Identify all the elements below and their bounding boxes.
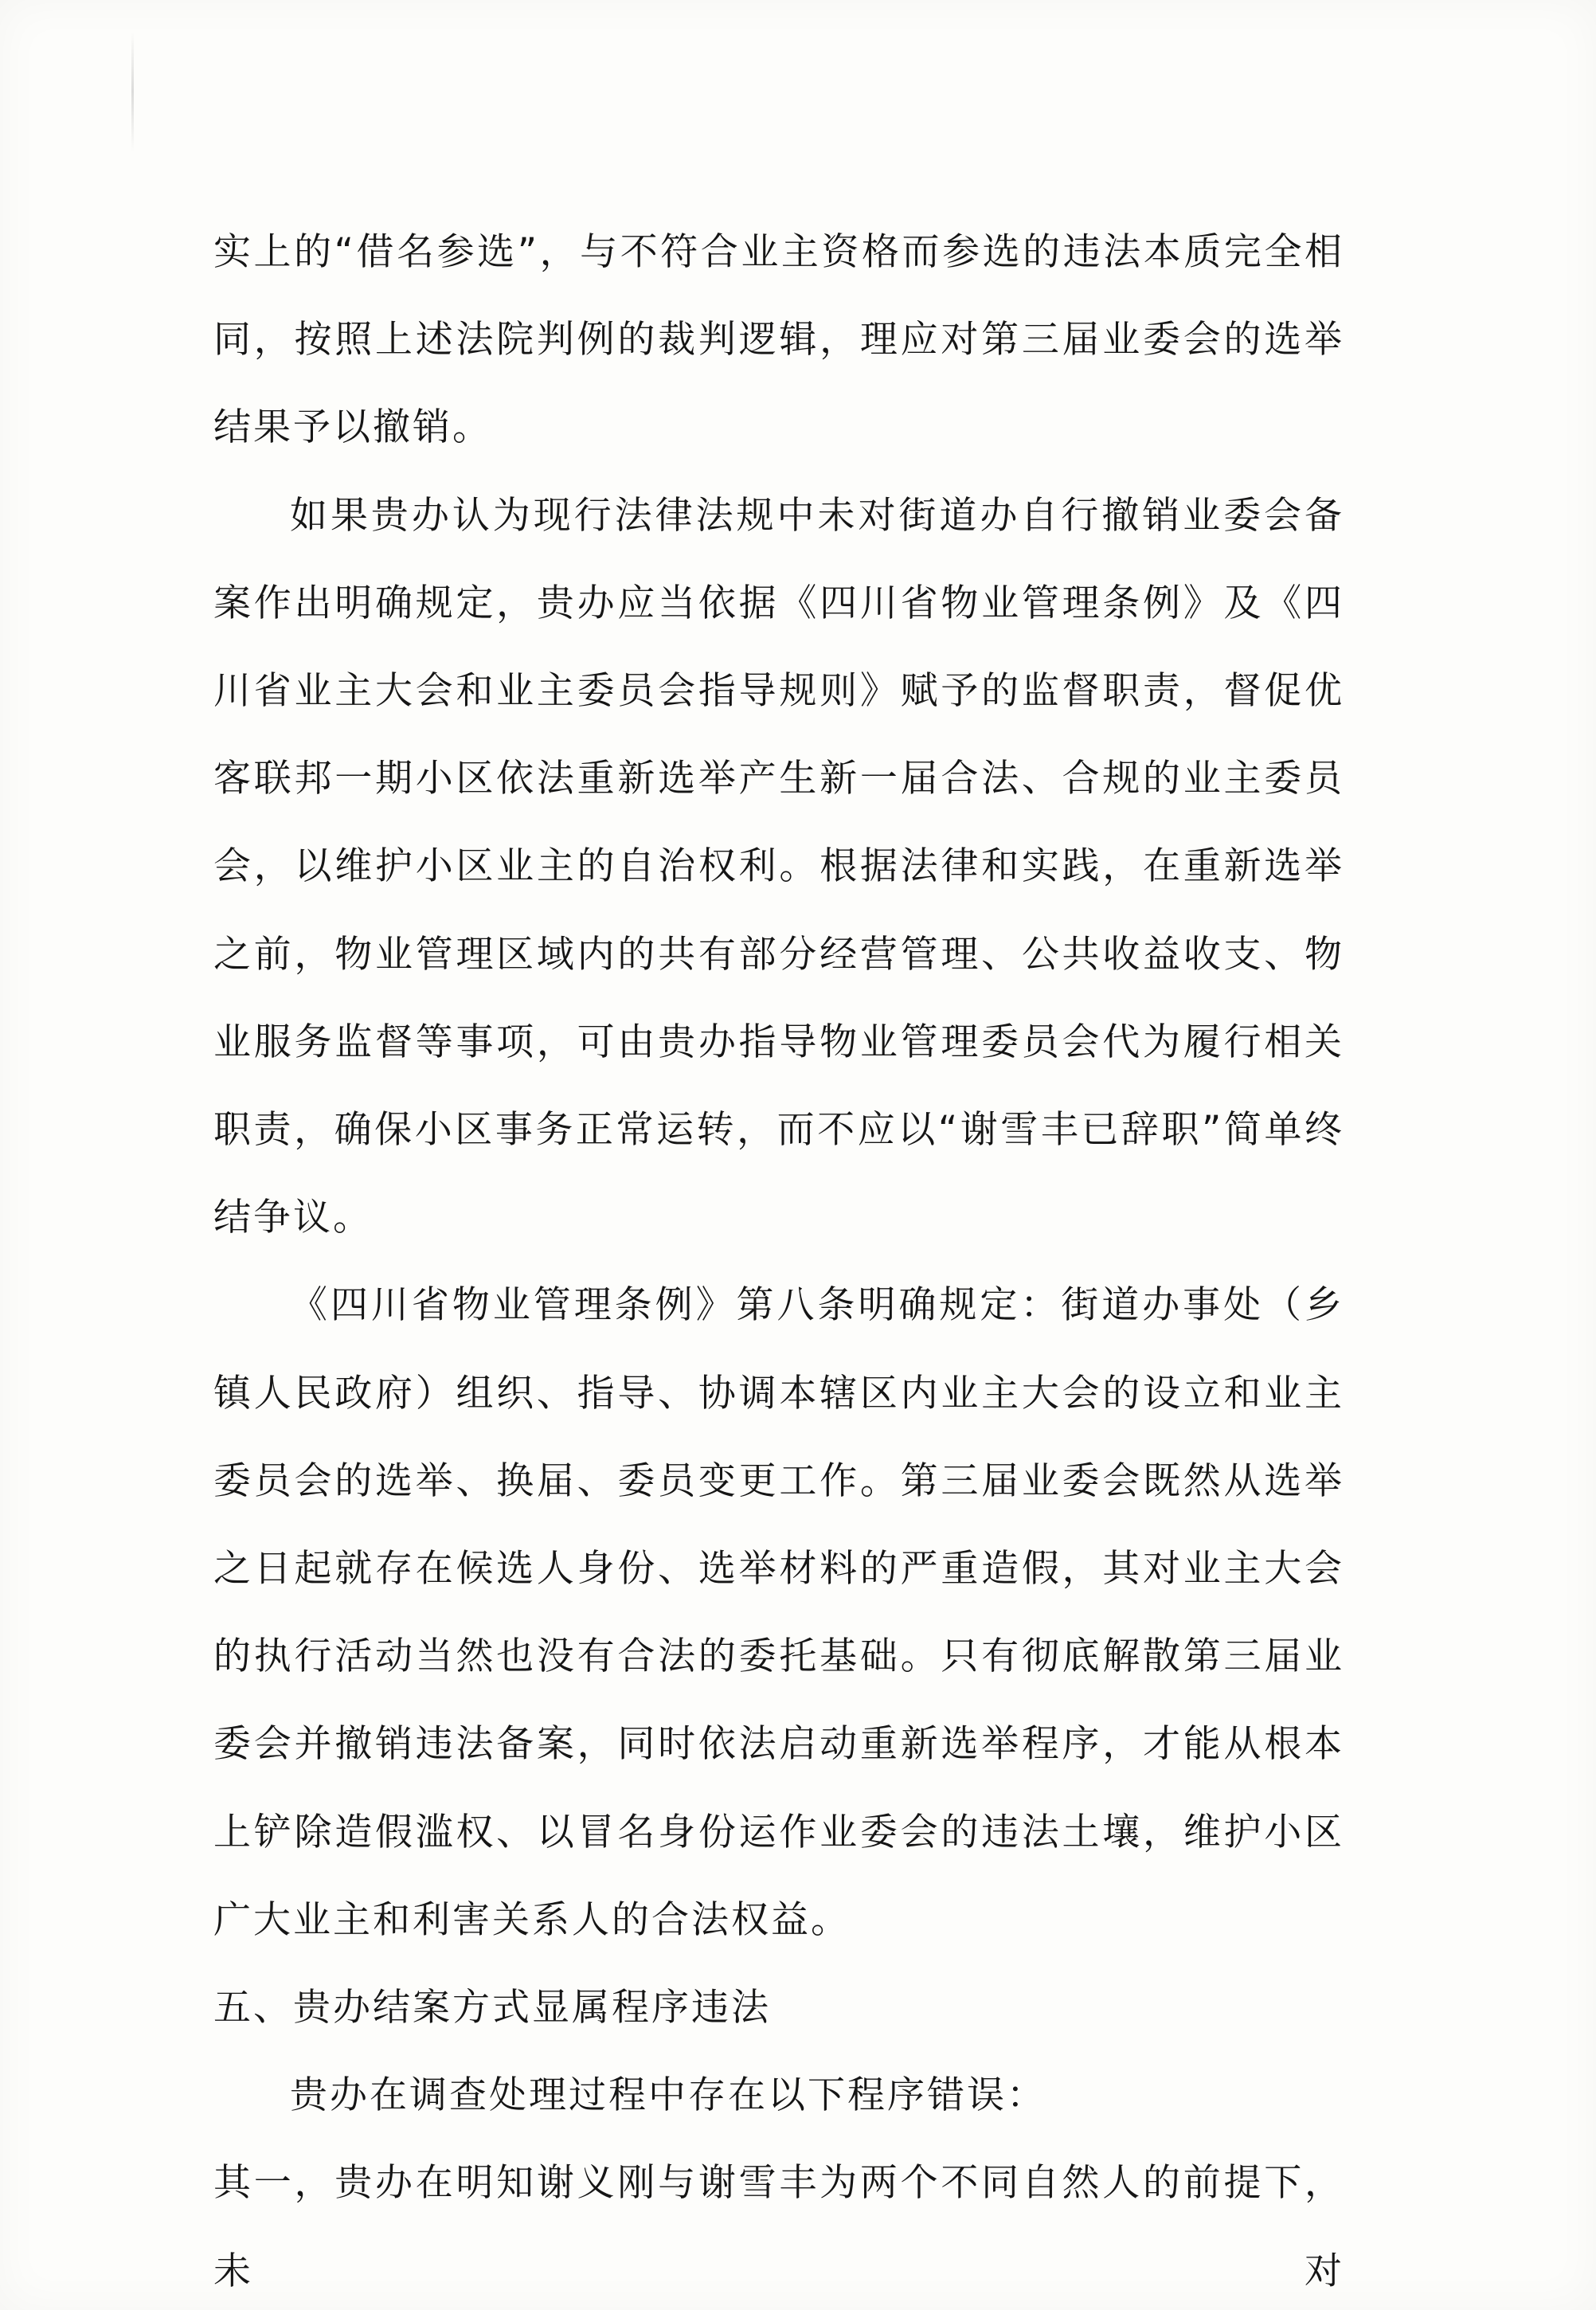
- section-five-heading: 五、贵办结案方式显属程序违法: [213, 1986, 771, 2030]
- article-eight-paragraph: 《四川省物业管理条例》第八条明确规定：街道办事处（乡镇人民政府）组织、指导、协调本辖区内业主大会的设立和业主委员会的选举、换届、委员变更工作。第三届业委会既然从选举之日起就存在候选人身份、选举材料的严重造假，其对业主大会的执行活动当然也没有合法的委托基础。只有彻底解散第三届业委会并撤销违法备案，同时依法启动重新选举程序，才能从根本上铲除造假滥权、以冒名身份运作业委会的违法土壤，维护小区广大业主和利害关系人的合法权益。: [213, 1283, 1344, 1942]
- scan-artifact: [131, 32, 134, 151]
- supervision-paragraph: 如果贵办认为现行法律法规中未对街道办自行撤销业委会备案作出明确规定，贵办应当依据《四川省物业管理条例》及《四川省业主大会和业主委员会指导规则》赋予的监督职责，督促优客联邦一期小区依法重新选举产生新一届合法、合规的业主委员会，以维护小区业主的自治权利。根据法律和实践，在重新选举之前，物业管理区域内的共有部分经营管理、公共收益收支、物业服务监督等事项，可由贵办指导物业管理委员会代为履行相关职责，确保小区事务正常运转，而不应以“谢雪丰已辞职”简单终结争议。: [213, 493, 1344, 1240]
- first-error-paragraph: 其一，贵办在明知谢义刚与谢雪丰为两个不同自然人的前提下，未对: [213, 2161, 1344, 2293]
- document-body: [213, 209, 1344, 2310]
- continuation-paragraph: 实上的“借名参选”，与不符合业主资格而参选的违法本质完全相同，按照上述法院判例的裁判逻辑，理应对第三届业委会的选举结果予以撤销。: [213, 230, 1344, 450]
- procedure-intro-paragraph: 贵办在调查处理过程中存在以下程序错误：: [290, 2073, 1046, 2118]
